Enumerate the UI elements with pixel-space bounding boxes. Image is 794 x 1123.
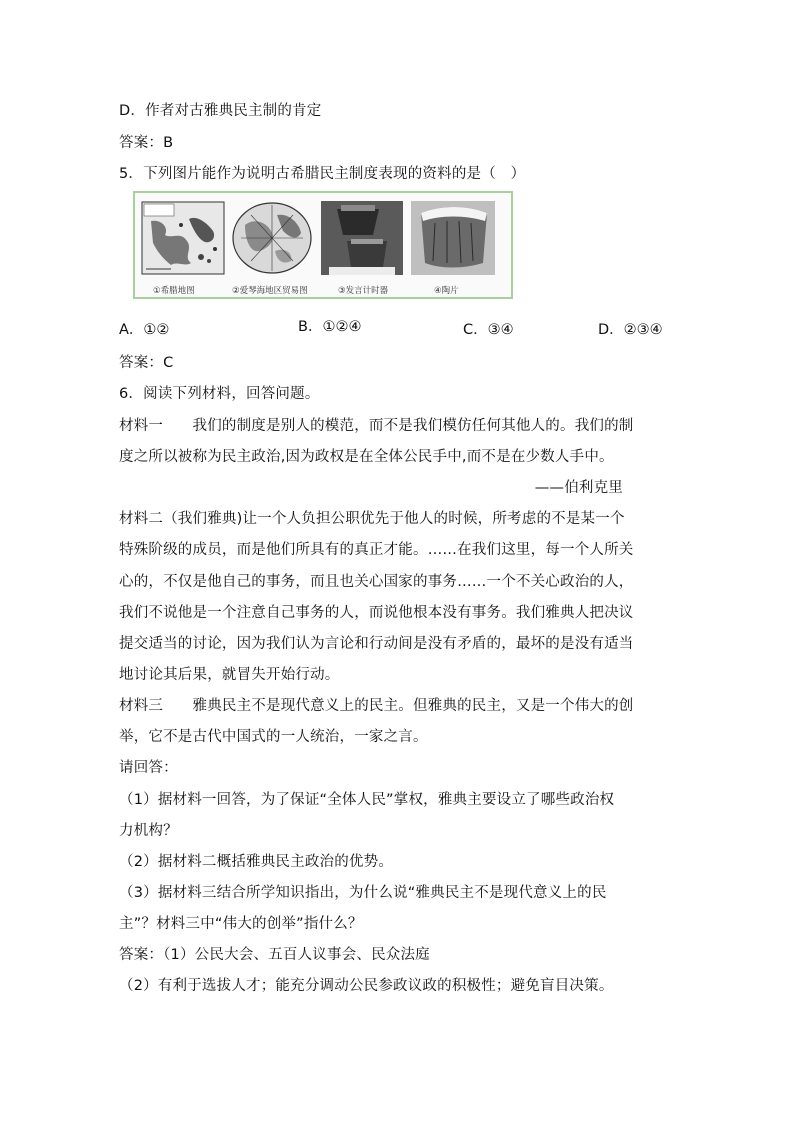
sub-question-3-line-1: （3）据材料三结合所学知识指出，为什么说“雅典民主不是现代意义上的民 bbox=[119, 885, 607, 901]
water-clock-image bbox=[321, 201, 403, 275]
answer-6-part-1: 答案：（1）公民大会、五百人议事会、民众法庭 bbox=[119, 947, 430, 963]
material-1-line-2: 度之所以被称为民主政治,因为政权是在全体公民手中,而不是在少数人手中。 bbox=[119, 449, 614, 465]
sub-question-1-line-1: （1）据材料一回答，为了保证“全体人民”掌权，雅典主要设立了哪些政治权 bbox=[119, 792, 615, 808]
material-2-line-4: 我们不说他是一个注意自己事务的人，而说他根本没有事务。我们雅典人把决议 bbox=[119, 605, 634, 621]
material-3-line-2: 举，它不是古代中国式的一人统治，一家之言。 bbox=[119, 729, 428, 745]
option-b: B．①②④ bbox=[298, 319, 362, 335]
aegean-trade-map-image bbox=[231, 201, 313, 275]
answer-prompt: 请回答： bbox=[119, 760, 178, 776]
answer-6-part-2: （2）有利于选拔人才；能充分调动公民参政议政的积极性；避免盲目决策。 bbox=[119, 978, 614, 994]
greece-map-image bbox=[141, 201, 225, 275]
option-d-line: D．作者对古雅典民主制的肯定 bbox=[119, 103, 322, 119]
question-5: 5．下列图片能作为说明古希腊民主制度表现的资料的是（ ） bbox=[119, 166, 526, 182]
caption-water-clock: ③发言计时器 bbox=[338, 286, 389, 296]
sub-question-1-line-2: 力机构？ bbox=[119, 823, 178, 839]
material-1-line-1: 材料一 我们的制度是别人的模范，而不是我们模仿任何其他人的。我们的制 bbox=[119, 418, 634, 434]
material-1-attribution: ——伯利克里 bbox=[534, 480, 623, 496]
material-3-line-1: 材料三 雅典民主不是现代意义上的民主。但雅典的民主，又是一个伟大的创 bbox=[119, 698, 634, 714]
sub-question-2: （2）据材料二概括雅典民主政治的优势。 bbox=[119, 854, 394, 870]
answer-line: 答案：B bbox=[119, 135, 174, 151]
pottery-shard-image bbox=[411, 201, 495, 275]
option-c: C．③④ bbox=[463, 322, 514, 338]
sub-question-3-line-2: 主”？材料三中“伟大的创举”指什么？ bbox=[119, 916, 363, 932]
material-2-line-1: 材料二（我们雅典)让一个人负担公职优先于他人的时候，所考虑的不是某一个 bbox=[119, 511, 625, 527]
figure-panel bbox=[133, 191, 513, 299]
option-a: A．①② bbox=[119, 322, 170, 338]
material-2-line-2: 特殊阶级的成员，而是他们所具有的真正才能。……在我们这里，每一个人所关 bbox=[119, 542, 634, 558]
caption-greece-map: ①希腊地图 bbox=[153, 286, 195, 296]
answer-5: 答案：C bbox=[119, 355, 174, 371]
material-2-line-5: 提交适当的讨论，因为我们认为言论和行动间是没有矛盾的，最坏的是没有适当 bbox=[119, 636, 634, 652]
caption-pottery-shard: ④陶片 bbox=[434, 286, 459, 296]
caption-trade-map: ②爱琴海地区贸易图 bbox=[232, 286, 308, 296]
option-d: D．②③④ bbox=[598, 322, 663, 338]
question-6: 6．阅读下列材料，回答问题。 bbox=[119, 386, 320, 402]
material-2-line-3: 心的，不仅是他自己的事务，而且也关心国家的事务……一个不关心政治的人， bbox=[119, 574, 634, 590]
material-2-line-6: 地讨论其后果，就冒失开始行动。 bbox=[119, 667, 340, 683]
